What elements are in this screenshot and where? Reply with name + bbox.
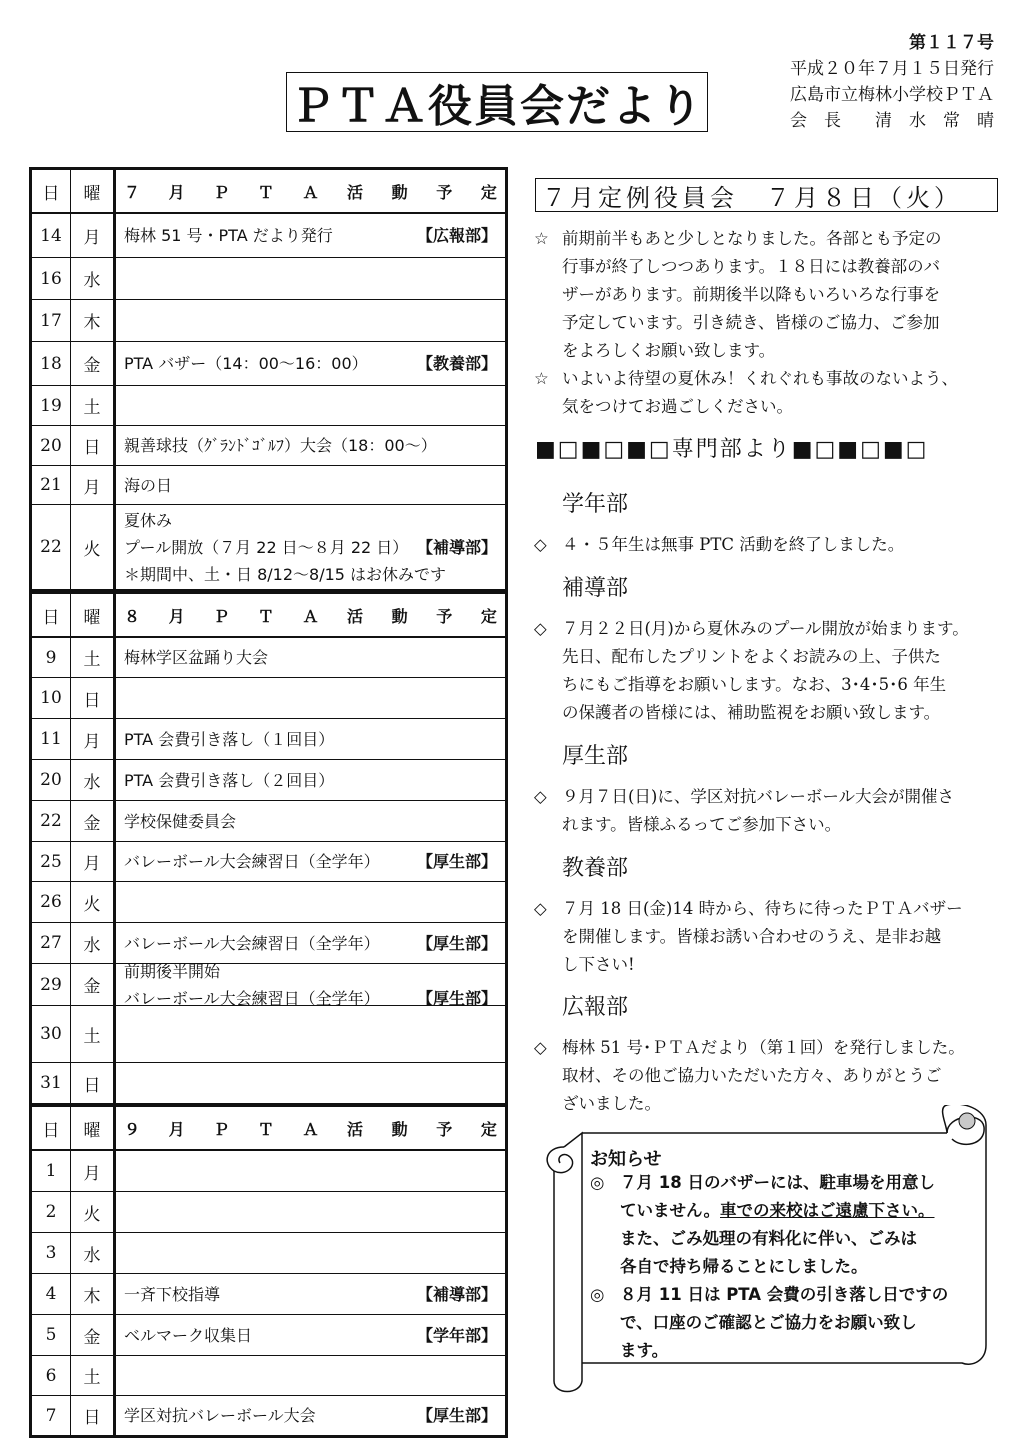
department-note-text bbox=[562, 783, 1010, 839]
header-title-char: 動 bbox=[391, 606, 408, 626]
star-icon: ☆ bbox=[534, 229, 549, 248]
event-department: 【補導部】 bbox=[416, 1284, 497, 1304]
meeting-note-line: 気をつけてお過ごしください。 bbox=[562, 397, 793, 416]
row-weekday: 水 bbox=[71, 760, 116, 800]
president-name: 会 長 清 水 常 晴 bbox=[790, 111, 994, 131]
row-event bbox=[116, 842, 505, 881]
row-weekday: 土 bbox=[71, 386, 116, 425]
event-department: 【厚生部】 bbox=[416, 852, 497, 871]
meeting-note-line: 行事が終了しつつあります。１８日には教養部のバ bbox=[562, 257, 941, 276]
schedule-row bbox=[32, 881, 505, 922]
department-name: 学年部 bbox=[562, 492, 629, 517]
event-line bbox=[124, 644, 497, 671]
row-event bbox=[116, 1151, 505, 1191]
issue-number: 第１１７号 bbox=[909, 33, 994, 53]
header-title-char: 活 bbox=[347, 182, 364, 202]
event-text: 学区対抗バレーボール大会 bbox=[124, 1406, 316, 1425]
event-text: ＊期間中、土・日 8/12～8/15 はお休みです bbox=[124, 564, 447, 584]
row-day: 9 bbox=[32, 638, 71, 677]
row-event bbox=[116, 760, 505, 800]
row-event bbox=[116, 1192, 505, 1232]
schedule-row bbox=[32, 1395, 505, 1435]
row-day: 4 bbox=[32, 1274, 71, 1314]
row-event bbox=[116, 882, 505, 922]
schedule-header-row bbox=[32, 1107, 505, 1150]
header-title-chars bbox=[124, 604, 497, 627]
header-title-char: 予 bbox=[436, 606, 453, 626]
notice-item-2-line2: で、口座のご確認とご協力をお願い致し bbox=[620, 1313, 917, 1332]
row-weekday: 火 bbox=[71, 882, 116, 922]
header-title-char: Ｐ bbox=[213, 606, 230, 626]
schedule-row bbox=[32, 299, 505, 341]
event-text: 梅林 51 号・PTA だより発行 bbox=[124, 226, 333, 245]
row-event bbox=[116, 300, 505, 341]
event-text: 前期後半開始 bbox=[124, 961, 221, 981]
row-day: 22 bbox=[32, 801, 71, 841]
newsletter-title-box bbox=[286, 72, 708, 132]
meeting-note bbox=[534, 225, 1010, 365]
event-line bbox=[124, 534, 497, 561]
header-title bbox=[116, 1107, 505, 1149]
header-title-char: 活 bbox=[347, 1119, 364, 1139]
row-day: 5 bbox=[32, 1315, 71, 1355]
schedule-row bbox=[32, 718, 505, 759]
event-text: 学校保健委員会 bbox=[124, 811, 237, 831]
row-weekday: 月 bbox=[71, 1151, 116, 1191]
event-lines bbox=[124, 808, 497, 835]
schedule-row bbox=[32, 213, 505, 257]
row-day: 11 bbox=[32, 719, 71, 759]
header-title-char: Ｐ bbox=[213, 1119, 230, 1139]
row-event bbox=[116, 638, 505, 677]
schedule-row bbox=[32, 1062, 505, 1103]
row-event bbox=[116, 386, 505, 425]
diamond-icon: ◇ bbox=[534, 535, 547, 554]
row-event bbox=[116, 801, 505, 841]
event-text: 親善球技（ｸﾞﾗﾝﾄﾞｺﾞﾙﾌ）大会（18：00～） bbox=[124, 436, 437, 455]
event-line bbox=[124, 726, 497, 753]
meeting-note bbox=[534, 365, 1010, 421]
event-line bbox=[124, 930, 497, 957]
row-weekday: 月 bbox=[71, 214, 116, 257]
row-event bbox=[116, 961, 505, 1008]
event-line bbox=[124, 472, 497, 499]
event-lines bbox=[124, 848, 497, 875]
row-day: 17 bbox=[32, 300, 71, 341]
header-title-char: 月 bbox=[168, 1119, 185, 1139]
row-weekday: 木 bbox=[71, 300, 116, 341]
event-line bbox=[124, 808, 497, 835]
department-note-line: ４・５年生は無事 PTC 活動を終了しました。 bbox=[562, 535, 905, 554]
schedule-row bbox=[32, 1355, 505, 1395]
row-event bbox=[116, 1274, 505, 1314]
event-lines bbox=[124, 1402, 497, 1429]
row-weekday: 水 bbox=[71, 923, 116, 963]
notice-item-2 bbox=[590, 1281, 970, 1365]
schedule-table-july bbox=[29, 167, 508, 592]
diamond-icon: ◇ bbox=[534, 899, 547, 918]
header-title-char: Ｔ bbox=[257, 606, 274, 626]
header-title-char: Ａ bbox=[302, 606, 319, 626]
row-day: 14 bbox=[32, 214, 71, 257]
row-day: 25 bbox=[32, 842, 71, 881]
row-weekday: 木 bbox=[71, 1274, 116, 1314]
diamond-icon: ◇ bbox=[534, 1038, 547, 1057]
row-weekday: 土 bbox=[71, 1356, 116, 1395]
event-text: PTA バザー（14：00～16：00） bbox=[124, 354, 368, 373]
event-text: プール開放（７月 22 日～８月 22 日） bbox=[124, 537, 409, 557]
header-title-char: Ａ bbox=[302, 182, 319, 202]
header-day: 日 bbox=[32, 170, 71, 212]
event-lines bbox=[124, 958, 497, 1012]
departments-heading: ■□■□■□専門部より■□■□■□ bbox=[535, 437, 929, 462]
department-note bbox=[534, 531, 1010, 559]
school-name: 広島市立梅林小学校ＰＴＡ bbox=[790, 85, 994, 105]
row-day: 19 bbox=[32, 386, 71, 425]
row-weekday: 月 bbox=[71, 466, 116, 504]
header-weekday: 曜 bbox=[71, 170, 116, 212]
row-day: 30 bbox=[32, 1006, 71, 1062]
row-weekday: 日 bbox=[71, 1396, 116, 1435]
notice-item-2-line3: ます。 bbox=[620, 1341, 669, 1360]
row-weekday: 日 bbox=[71, 1063, 116, 1103]
event-line bbox=[124, 222, 497, 249]
department-note-line: ７月２２日(月)から夏休みのプール開放が始まります。 bbox=[562, 619, 969, 638]
row-weekday: 月 bbox=[71, 719, 116, 759]
row-day: 26 bbox=[32, 882, 71, 922]
schedule-row bbox=[32, 425, 505, 465]
notice-item-1-line4: 各自で持ち帰ることにしました。 bbox=[620, 1257, 868, 1276]
event-line bbox=[124, 432, 497, 459]
newsletter-title: ＰＴＡ役員会だより bbox=[290, 81, 704, 132]
row-event bbox=[116, 505, 505, 589]
department-note bbox=[534, 895, 1010, 979]
event-department: 【学年部】 bbox=[416, 1325, 497, 1345]
row-day: 10 bbox=[32, 678, 71, 718]
department-name: 広報部 bbox=[562, 995, 629, 1020]
event-lines bbox=[124, 472, 497, 499]
meeting-heading: ７月定例役員会 ７月８日（火） bbox=[535, 178, 998, 212]
row-day: 6 bbox=[32, 1356, 71, 1395]
department-note-line: ９月７日(日)に、学区対抗バレーボール大会が開催さ bbox=[562, 787, 955, 806]
event-lines bbox=[124, 726, 497, 753]
row-event bbox=[116, 678, 505, 718]
row-event bbox=[116, 719, 505, 759]
row-event bbox=[116, 1063, 505, 1103]
notice-title: お知らせ bbox=[590, 1149, 662, 1170]
row-day: 1 bbox=[32, 1151, 71, 1191]
event-text: 一斉下校指導 bbox=[124, 1284, 221, 1304]
row-weekday: 金 bbox=[71, 801, 116, 841]
row-event bbox=[116, 426, 505, 465]
meeting-note-line: 予定しています。引き続き、皆様のご協力、ご参加 bbox=[562, 313, 940, 332]
department-note-line: れます。皆様ふるってご参加下さい。 bbox=[562, 815, 842, 834]
row-weekday: 土 bbox=[71, 638, 116, 677]
row-day: 29 bbox=[32, 964, 71, 1005]
event-lines bbox=[124, 1322, 497, 1349]
row-weekday: 火 bbox=[71, 1192, 116, 1232]
row-weekday: 水 bbox=[71, 1233, 116, 1273]
row-day: 7 bbox=[32, 1396, 71, 1435]
event-line bbox=[124, 767, 497, 794]
notice-item-1-line3: また、ごみ処理の有料化に伴い、ごみは bbox=[620, 1229, 917, 1248]
meeting-note-text bbox=[562, 225, 1010, 365]
header-day: 日 bbox=[32, 1107, 71, 1149]
schedule-row bbox=[32, 1314, 505, 1355]
event-lines bbox=[124, 767, 497, 794]
schedule-row bbox=[32, 1005, 505, 1062]
header-title-char: ８ bbox=[124, 606, 141, 626]
notice-item-1-emphasis: 車での来校はご遠慮下さい。 bbox=[720, 1201, 935, 1220]
header-title-char: Ｔ bbox=[257, 1119, 274, 1139]
row-event bbox=[116, 258, 505, 299]
event-lines bbox=[124, 222, 497, 249]
row-weekday: 火 bbox=[71, 505, 116, 589]
header-day: 日 bbox=[32, 594, 71, 636]
event-department: 【補導部】 bbox=[416, 537, 497, 557]
schedule-row bbox=[32, 677, 505, 718]
header-title-char: Ａ bbox=[302, 1119, 319, 1139]
header-title bbox=[116, 170, 505, 212]
schedule-row bbox=[32, 504, 505, 589]
row-day: 21 bbox=[32, 466, 71, 504]
department-name: 厚生部 bbox=[562, 744, 629, 769]
event-lines bbox=[124, 930, 497, 957]
event-line bbox=[124, 1322, 497, 1349]
schedule-row bbox=[32, 637, 505, 677]
schedule-row bbox=[32, 341, 505, 385]
header-weekday: 曜 bbox=[71, 594, 116, 636]
header-title-char: 動 bbox=[391, 182, 408, 202]
event-department: 【教養部】 bbox=[416, 354, 497, 373]
department-note-line: を開催します。皆様お誘い合わせのうえ、是非お越 bbox=[562, 927, 942, 946]
event-line bbox=[124, 1281, 497, 1308]
event-lines bbox=[124, 644, 497, 671]
department-note-line: し下さい! bbox=[562, 955, 635, 974]
row-day: 3 bbox=[32, 1233, 71, 1273]
schedule-row bbox=[32, 800, 505, 841]
schedule-header-row bbox=[32, 170, 505, 213]
row-day: 18 bbox=[32, 342, 71, 385]
event-department: 【厚生部】 bbox=[416, 933, 497, 953]
schedule-row bbox=[32, 465, 505, 504]
row-event bbox=[116, 1233, 505, 1273]
issue-date: 平成２０年７月１５日発行 bbox=[790, 59, 994, 79]
row-event bbox=[116, 1315, 505, 1355]
event-text: バレーボール大会練習日（全学年） bbox=[124, 933, 380, 953]
header-title-char: Ｐ bbox=[213, 182, 230, 202]
event-text: バレーボール大会練習日（全学年） bbox=[124, 988, 380, 1008]
department-note-line: ざいました。 bbox=[562, 1094, 661, 1113]
double-circle-icon: ◎ bbox=[590, 1173, 605, 1192]
diamond-icon: ◇ bbox=[534, 787, 547, 806]
schedule-row bbox=[32, 257, 505, 299]
header-title-char: 月 bbox=[168, 606, 185, 626]
schedule-row bbox=[32, 1191, 505, 1232]
event-text: 梅林学区盆踊り大会 bbox=[124, 648, 269, 667]
department-note-line: の保護者の皆様には、補助監視をお願い致します。 bbox=[562, 703, 941, 722]
header-title-char: 月 bbox=[168, 182, 185, 202]
star-icon: ☆ bbox=[534, 369, 549, 388]
schedule-table-september bbox=[29, 1104, 508, 1438]
meeting-note-text bbox=[562, 365, 1010, 421]
row-event bbox=[116, 1006, 505, 1062]
event-lines bbox=[124, 432, 497, 459]
row-day: 20 bbox=[32, 760, 71, 800]
schedule-row bbox=[32, 385, 505, 425]
header-title-char: 活 bbox=[347, 606, 364, 626]
row-event bbox=[116, 1396, 505, 1435]
department-name: 補導部 bbox=[562, 576, 629, 601]
header-title-char: 予 bbox=[436, 182, 453, 202]
department-note-line: 取材、その他ご協力いただいた方々、ありがとうご bbox=[562, 1066, 942, 1085]
row-event bbox=[116, 214, 505, 257]
event-lines bbox=[124, 350, 497, 377]
event-text: バレーボール大会練習日（全学年） bbox=[124, 852, 380, 871]
header-title-char: ９ bbox=[124, 1119, 141, 1139]
header-title-chars bbox=[124, 180, 497, 203]
notice-item-1-line2a: ていません。 bbox=[620, 1201, 720, 1220]
row-weekday: 水 bbox=[71, 258, 116, 299]
row-weekday: 金 bbox=[71, 964, 116, 1005]
event-text: PTA 会費引き落し（１回目） bbox=[124, 729, 335, 749]
event-line bbox=[124, 848, 497, 875]
row-day: 20 bbox=[32, 426, 71, 465]
schedule-row bbox=[32, 1150, 505, 1191]
schedule-row bbox=[32, 759, 505, 800]
row-event bbox=[116, 342, 505, 385]
department-note-text bbox=[562, 895, 1010, 979]
row-weekday: 土 bbox=[71, 1006, 116, 1062]
department-note bbox=[534, 783, 1010, 839]
event-department: 【厚生部】 bbox=[416, 1406, 497, 1425]
department-note-text bbox=[562, 531, 1010, 559]
meeting-note-line: をよろしくお願い致します。 bbox=[562, 341, 776, 360]
row-weekday: 日 bbox=[71, 678, 116, 718]
department-note-line: ７月 18 日(金)14 時から、待ちに待ったＰＴＡバザー bbox=[562, 899, 963, 918]
row-weekday: 金 bbox=[71, 1315, 116, 1355]
event-line bbox=[124, 958, 497, 985]
event-lines bbox=[124, 507, 497, 588]
row-event bbox=[116, 466, 505, 504]
schedule-table-august bbox=[29, 591, 508, 1106]
event-line bbox=[124, 350, 497, 377]
header-title-char: 動 bbox=[391, 1119, 408, 1139]
event-line bbox=[124, 507, 497, 534]
row-day: 22 bbox=[32, 505, 71, 589]
header-title-chars bbox=[124, 1117, 497, 1140]
event-lines bbox=[124, 1281, 497, 1308]
event-text: 夏休み bbox=[124, 510, 173, 530]
event-line bbox=[124, 1402, 497, 1429]
header-title-char: 定 bbox=[480, 1119, 497, 1139]
notice-item-1 bbox=[590, 1169, 970, 1281]
schedule-row bbox=[32, 961, 505, 1008]
header-title-char: 定 bbox=[480, 606, 497, 626]
row-day: 2 bbox=[32, 1192, 71, 1232]
row-weekday: 日 bbox=[71, 426, 116, 465]
schedule-row bbox=[32, 841, 505, 881]
row-weekday: 月 bbox=[71, 842, 116, 881]
row-day: 31 bbox=[32, 1063, 71, 1103]
event-line bbox=[124, 561, 497, 588]
meeting-note-line: ザーがあります。前期後半以降もいろいろな行事を bbox=[562, 285, 941, 304]
event-text: PTA 会費引き落し（２回目） bbox=[124, 770, 335, 790]
row-event bbox=[116, 1356, 505, 1395]
notice-item-1-line1: ７月 18 日のバザーには、駐車場を用意し bbox=[620, 1173, 935, 1192]
event-text: 海の日 bbox=[124, 475, 173, 495]
schedule-header-row bbox=[32, 594, 505, 637]
row-weekday: 金 bbox=[71, 342, 116, 385]
header-title-char: 定 bbox=[480, 182, 497, 202]
event-department: 【広報部】 bbox=[416, 226, 497, 245]
row-day: 27 bbox=[32, 923, 71, 963]
schedule-row bbox=[32, 1273, 505, 1314]
department-note-text bbox=[562, 615, 1010, 727]
department-note-line: 梅林 51 号･ＰＴＡだより（第１回）を発行しました。 bbox=[562, 1038, 965, 1057]
notice-item-2-line1: ８月 11 日は PTA 会費の引き落し日ですの bbox=[620, 1285, 949, 1304]
meeting-note-line: 前期前半もあと少しとなりました。各部とも予定の bbox=[562, 229, 942, 248]
header-weekday: 曜 bbox=[71, 1107, 116, 1149]
header-title-char: ７ bbox=[124, 182, 141, 202]
department-note-line: ちにもご指導をお願いします。なお、3･4･5･6 年生 bbox=[562, 675, 947, 694]
schedule-row bbox=[32, 1232, 505, 1273]
header-title bbox=[116, 594, 505, 636]
header-title-char: Ｔ bbox=[257, 182, 274, 202]
issue-info bbox=[790, 30, 994, 134]
department-name: 教養部 bbox=[562, 856, 629, 881]
header-title-char: 予 bbox=[436, 1119, 453, 1139]
diamond-icon: ◇ bbox=[534, 619, 547, 638]
double-circle-icon: ◎ bbox=[590, 1285, 605, 1304]
meeting-note-line: いよいよ待望の夏休み！くれぐれも事故のないよう、 bbox=[562, 369, 958, 388]
row-day: 16 bbox=[32, 258, 71, 299]
notice-scroll bbox=[542, 1105, 987, 1395]
event-department: 【厚生部】 bbox=[416, 988, 497, 1008]
event-text: ベルマーク収集日 bbox=[124, 1325, 253, 1345]
department-note-line: 先日、配布したプリントをよくお読みの上、子供た bbox=[562, 647, 941, 666]
department-note bbox=[534, 615, 1010, 727]
